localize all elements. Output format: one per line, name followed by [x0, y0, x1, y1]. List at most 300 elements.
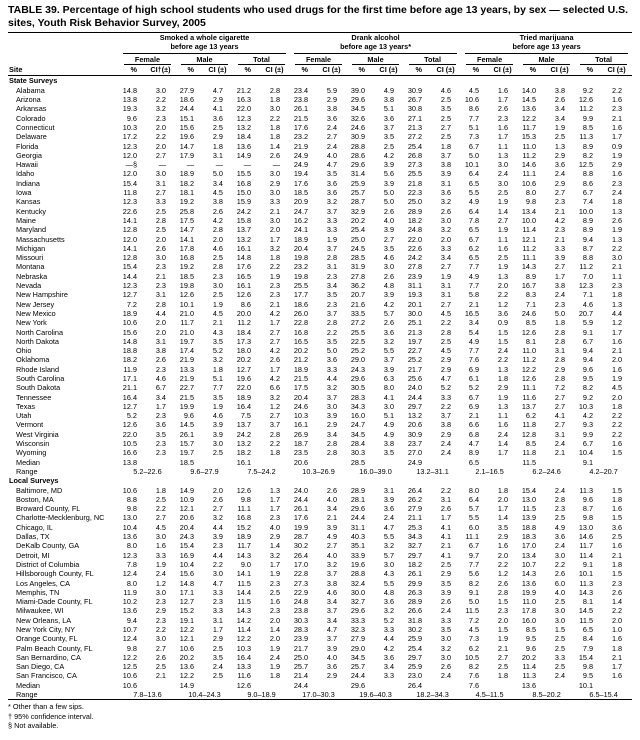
range-cell: 5.2–22.6 [133, 466, 162, 476]
ci-cell: 2.7 [155, 513, 166, 523]
ci-cell: 2.3 [155, 439, 166, 449]
value-cell: 11.4 [522, 225, 537, 235]
value-cell: 12.3 [122, 141, 137, 151]
ci-cell: 2.6 [497, 104, 509, 114]
site-cell: Wisconsin [16, 439, 50, 449]
site-cell: Oklahoma [16, 355, 50, 365]
site-cell: North Dakota [16, 336, 59, 346]
ci-header: CI (±) [373, 65, 404, 76]
ci-cell: 1.8 [554, 318, 566, 328]
ci-cell: 5.5 [383, 578, 395, 588]
table-row [8, 355, 632, 364]
section-row [8, 476, 632, 485]
value-cell: 12.6 [236, 485, 251, 495]
value-cell: 13.6 [521, 104, 537, 114]
value-cell: 11.1 [522, 383, 537, 393]
value-cell: 5.0 [468, 150, 480, 160]
site-cell: Massachusetts [16, 234, 65, 244]
ci-cell: 1.5 [611, 485, 623, 495]
value-cell: 25.7 [293, 662, 309, 672]
median-cell: 6.5 [468, 457, 480, 467]
ci-cell: 3.8 [155, 346, 166, 356]
value-cell: 18.8 [521, 522, 537, 532]
value-cell: 5.9 [582, 318, 594, 328]
value-cell: 23.5 [293, 448, 309, 458]
percent-header: % [290, 65, 316, 76]
ci-cell: 1.6 [497, 420, 509, 430]
ci-cell: 2.9 [440, 429, 452, 439]
value-cell: 21.6 [350, 299, 366, 309]
value-cell: 22.7 [179, 383, 194, 393]
ci-cell: 3.9 [383, 225, 395, 235]
ci-cell: 3.0 [383, 262, 395, 272]
ci-cell: 3.6 [440, 188, 452, 198]
value-cell: 25.7 [350, 662, 366, 672]
value-cell: 27.8 [350, 271, 366, 281]
value-cell: 29.6 [350, 606, 366, 616]
ci-cell: 1.3 [611, 299, 623, 309]
ci-cell: 3.2 [326, 197, 338, 207]
range-cell: 4.2–20.7 [589, 466, 618, 476]
ci-cell: 2.7 [155, 150, 166, 160]
ci-cell: 4.2 [383, 643, 395, 653]
ci-cell: 1.3 [497, 364, 509, 374]
range-cell: 10.4–24.3 [176, 690, 233, 700]
value-cell: 12.2 [521, 113, 537, 123]
site-cell: Kansas [16, 197, 41, 207]
ci-cell: 6.3 [383, 373, 395, 383]
value-cell: 21.3 [407, 327, 423, 337]
value-cell: 8.8 [582, 169, 594, 179]
value-cell: 15.4 [122, 178, 137, 188]
ci-cell: 2.0 [497, 615, 509, 625]
value-cell: 6.9 [468, 364, 480, 374]
value-cell: 25.9 [407, 662, 423, 672]
ci-cell: 3.4 [383, 662, 395, 672]
ci-cell: 3.3 [326, 215, 338, 225]
value-cell: 24.2 [236, 429, 251, 439]
value-cell: 6.5 [468, 225, 480, 235]
value-cell: 34.5 [350, 429, 366, 439]
ci-cell: 2.7 [440, 262, 452, 272]
table-row [8, 430, 632, 439]
value-cell: 5.4 [468, 327, 480, 337]
ci-cell: 2.2 [269, 262, 281, 272]
site-cell: Median [16, 680, 40, 690]
ci-cell: 2.7 [155, 188, 166, 198]
ci-cell: 3.9 [383, 290, 395, 300]
percent-header: % [518, 65, 544, 76]
value-cell: 18.2 [407, 215, 423, 225]
value-cell: 21.0 [179, 308, 194, 318]
value-cell: 5.1 [468, 122, 480, 132]
value-cell: 13.0 [521, 494, 537, 504]
ci-cell: 1.9 [497, 225, 509, 235]
value-cell: 23.8 [293, 606, 309, 616]
table-row [8, 504, 632, 513]
ci-cell: 2.7 [383, 234, 395, 244]
ci-cell: 2.5 [212, 448, 223, 458]
ci-cell: 3.7 [326, 206, 338, 216]
value-cell: 13.3 [236, 662, 251, 672]
ci-cell: 5.0 [212, 169, 223, 179]
footnote: † 95% confidence interval. [8, 711, 94, 721]
table-row [8, 337, 632, 346]
ci-cell: 3.7 [440, 150, 452, 160]
ci-cell: 2.6 [611, 215, 623, 225]
value-cell: 19.7 [179, 336, 194, 346]
ci-cell: 4.3 [383, 569, 395, 579]
ci-cell: 2.4 [383, 513, 395, 523]
value-cell: 14.1 [179, 234, 194, 244]
site-cell: West Virginia [16, 429, 59, 439]
ci-cell: 2.7 [155, 643, 166, 653]
ci-cell: 2.3 [269, 290, 281, 300]
value-cell: 4.9 [468, 336, 480, 346]
ci-cell: 1.8 [611, 559, 623, 569]
ci-cell: 2.1 [269, 206, 281, 216]
ci-cell: 3.0 [155, 587, 166, 597]
ci-cell: 5.7 [383, 550, 395, 560]
value-cell: 12.0 [122, 234, 137, 244]
value-cell: 33.5 [350, 308, 366, 318]
ci-cell: 1.7 [440, 513, 452, 523]
value-cell: 30.2 [293, 541, 309, 551]
percent-header: % [404, 65, 430, 76]
value-cell: 11.7 [579, 541, 594, 551]
ci-cell: 2.9 [440, 355, 452, 365]
sex-header: Total [575, 54, 632, 65]
ci-cell: 2.4 [440, 448, 452, 458]
value-cell: 15.6 [179, 569, 194, 579]
value-cell: 8.8 [126, 494, 137, 504]
ci-cell: 4.7 [212, 85, 223, 95]
table-row [8, 272, 632, 281]
value-cell: 13.7 [236, 225, 251, 235]
value-cell: 21.7 [407, 364, 423, 374]
ci-cell: 1.2 [497, 299, 509, 309]
ci-cell: 2.7 [440, 122, 452, 132]
ci-cell: 1.7 [269, 318, 281, 328]
site-cell: North Carolina [16, 327, 64, 337]
value-cell: 9.6 [582, 494, 594, 504]
value-cell: 24.1 [293, 225, 309, 235]
value-cell: 17.5 [179, 215, 194, 225]
value-cell: 17.0 [293, 559, 309, 569]
median-cell: 9.1 [582, 457, 594, 467]
value-cell: 9.7 [468, 550, 480, 560]
value-cell: 5.0 [468, 597, 480, 607]
ci-cell: 2.8 [554, 355, 566, 365]
value-cell: 32.9 [350, 206, 366, 216]
ci-cell: 1.6 [611, 439, 623, 449]
value-cell: 28.8 [350, 569, 366, 579]
ci-cell: 2.1 [155, 671, 166, 681]
table-row [8, 495, 632, 504]
ci-cell: 1.5 [611, 513, 623, 523]
range-cell: 8.5–20.2 [518, 690, 575, 700]
ci-cell: 2.3 [155, 281, 166, 291]
ci-cell: 1.9 [440, 271, 452, 281]
ci-cell: 2.4 [440, 606, 452, 616]
value-cell: 15.4 [521, 485, 537, 495]
ci-cell: 4.9 [383, 420, 395, 430]
ci-cell: 3.4 [326, 281, 338, 291]
value-cell: 11.1 [237, 504, 251, 514]
value-cell: 8.1 [525, 336, 537, 346]
ci-cell: 3.8 [554, 85, 566, 95]
ci-cell: 3.0 [155, 169, 166, 179]
value-cell: 21.4 [293, 671, 309, 681]
ci-cell: 3.0 [383, 401, 395, 411]
value-cell: 17.1 [122, 373, 137, 383]
value-cell: 18.2 [179, 178, 194, 188]
median-cell: 13.8 [122, 457, 137, 467]
ci-cell: 2.0 [155, 318, 166, 328]
value-cell: 14.4 [236, 587, 251, 597]
value-cell: 10.3 [293, 411, 309, 421]
ci-cell: 5.0 [383, 197, 395, 207]
value-cell: 6.9 [468, 401, 480, 411]
value-cell: 26.8 [407, 150, 423, 160]
value-cell: 21.2 [236, 85, 251, 95]
ci-cell: 1.9 [497, 262, 509, 272]
ci-cell: 3.6 [497, 308, 509, 318]
value-cell: 28.7 [350, 197, 366, 207]
value-cell: 33.9 [350, 550, 366, 560]
median-cell: 29.6 [350, 680, 366, 690]
median-cell: 20.6 [293, 457, 309, 467]
median-row [8, 681, 632, 690]
ci-cell: 2.3 [155, 597, 166, 607]
value-cell: 32.4 [350, 578, 366, 588]
value-cell: 17.7 [293, 290, 309, 300]
value-cell: 23.0 [407, 671, 423, 681]
value-cell: 10.0 [521, 215, 537, 225]
ci-cell: 1.5 [497, 327, 509, 337]
value-cell: 8.7 [582, 243, 594, 253]
value-cell: 20.1 [407, 299, 423, 309]
value-cell: 13.0 [122, 513, 137, 523]
ci-cell: 3.8 [326, 578, 338, 588]
ci-header: CI (±) [544, 65, 575, 76]
ci-cell: 2.0 [155, 122, 166, 132]
ci-cell: 2.2 [611, 606, 623, 616]
ci-cell: 3.3 [212, 587, 223, 597]
ci-cell: 3.0 [497, 178, 509, 188]
site-cell: Florida [16, 141, 39, 151]
value-cell: 4.5 [468, 85, 480, 95]
range-cell: 7.5–24.2 [247, 466, 276, 476]
ci-cell: 3.4 [554, 113, 566, 123]
ci-cell: 1.8 [497, 373, 509, 383]
value-cell: 13.6 [122, 532, 137, 542]
ci-cell: 4.2 [383, 299, 395, 309]
value-cell: 8.7 [582, 504, 594, 514]
value-cell: 28.7 [293, 532, 309, 542]
value-cell: 16.3 [236, 95, 251, 105]
value-cell: 11.3 [522, 671, 537, 681]
table-row [8, 318, 632, 327]
value-cell: 12.0 [122, 169, 137, 179]
ci-cell: 2.1 [611, 113, 623, 123]
ci-cell: 7.2 [554, 383, 566, 393]
value-cell: 16.4 [122, 392, 137, 402]
ci-cell: 1.1 [497, 234, 509, 244]
ci-cell [487, 681, 518, 690]
ci-cell: 3.3 [440, 615, 452, 625]
ci-cell: 1.2 [269, 401, 281, 411]
value-cell: 17.5 [293, 383, 309, 393]
value-cell: 15.4 [179, 541, 194, 551]
value-cell: 30.9 [350, 132, 366, 142]
value-cell: 18.1 [179, 188, 194, 198]
value-cell: 8.0 [468, 485, 480, 495]
ci-cell: 1.2 [611, 318, 623, 328]
ci-cell: 2.8 [326, 253, 338, 263]
value-cell: 18.9 [293, 364, 309, 374]
ci-cell: 2.2 [440, 485, 452, 495]
site-cell: Rhode Island [16, 364, 60, 374]
ci-cell: 2.5 [440, 559, 452, 569]
ci-cell: 3.7 [383, 355, 395, 365]
ci-cell: 2.0 [155, 327, 166, 337]
value-cell: 11.5 [522, 504, 537, 514]
ci-cell: 4.9 [326, 532, 338, 542]
site-cell: Orange County, FL [16, 634, 78, 644]
value-cell: 11.1 [522, 169, 537, 179]
ci-cell: 2.0 [440, 234, 452, 244]
value-cell: 10.3 [578, 401, 594, 411]
ci-cell [487, 458, 518, 467]
value-cell: 16.0 [521, 615, 537, 625]
ci-cell: 3.9 [383, 160, 395, 170]
value-cell: 22.5 [350, 336, 366, 346]
value-cell: 6.7 [582, 439, 594, 449]
ci-cell: 2.1 [611, 652, 623, 662]
ci-cell: 1.7 [269, 364, 281, 374]
range-row [8, 690, 632, 700]
sex-header: Male [347, 54, 404, 65]
range-cell: 16.0–39.0 [359, 466, 392, 476]
ci-cell: 3.8 [326, 104, 338, 114]
ci-cell: 1.4 [269, 141, 281, 151]
ci-cell: 3.6 [383, 113, 395, 123]
site-cell: Median [16, 457, 40, 467]
ci-cell: 3.5 [440, 104, 452, 114]
ci-cell: 2.4 [554, 485, 566, 495]
value-cell: 19.9 [179, 401, 194, 411]
value-cell: 16.8 [293, 327, 309, 337]
ci-cell: 1.6 [497, 243, 509, 253]
value-cell: 17.8 [521, 606, 537, 616]
value-cell: 40.3 [350, 532, 366, 542]
value-cell: 11.2 [237, 318, 251, 328]
table-row [8, 644, 632, 653]
ci-cell: 2.3 [269, 578, 281, 588]
value-cell: 16.1 [293, 420, 309, 430]
table-row [8, 616, 632, 625]
ci-cell: 3.3 [269, 197, 281, 207]
ci-cell: 2.3 [269, 281, 281, 291]
ci-cell: 2.8 [269, 85, 281, 95]
value-cell: 25.9 [407, 634, 423, 644]
value-cell: 19.1 [179, 615, 194, 625]
ci-cell: 2.5 [155, 206, 166, 216]
percent-header: % [461, 65, 487, 76]
value-cell: 8.5 [525, 625, 537, 634]
value-cell: 10.4 [122, 522, 137, 532]
site-cell: Los Angeles, CA [16, 578, 70, 588]
ci-cell: 1.5 [611, 569, 623, 579]
ci-cell: 3.9 [440, 587, 452, 597]
ci-cell: 3.9 [326, 411, 338, 421]
sex-header: Male [518, 54, 575, 65]
ci-cell: 2.3 [611, 281, 623, 291]
value-cell: 14.3 [578, 587, 594, 597]
percent-header: % [233, 65, 259, 76]
value-cell: 8.9 [582, 225, 594, 235]
range-cell: 17.0–30.3 [290, 690, 347, 700]
site-cell: Charlotte-Mecklenburg, NC [16, 513, 105, 523]
ci-cell: 2.8 [440, 327, 452, 337]
value-cell: 6.6 [468, 420, 480, 430]
section-label: State Surveys [9, 76, 58, 86]
value-cell: 27.2 [350, 318, 366, 328]
ci-cell: 2.6 [155, 355, 166, 365]
value-cell: 14.3 [521, 569, 537, 579]
ci-cell: 2.6 [212, 494, 223, 504]
ci-cell: 2.7 [326, 132, 338, 142]
value-cell: 9.6 [525, 643, 537, 653]
value-cell: 26.4 [293, 550, 309, 560]
value-cell: 13.9 [521, 513, 537, 523]
ci-cell: 3.4 [326, 429, 338, 439]
value-cell: 10.6 [179, 643, 194, 653]
site-cell: Chicago, IL [16, 522, 53, 532]
table-body [8, 76, 632, 700]
ci-cell: 5.6 [383, 169, 395, 179]
value-cell: 11.4 [522, 662, 537, 672]
ci-cell: 2.8 [155, 299, 166, 309]
value-cell: 7.5 [240, 411, 251, 421]
ci-cell [544, 458, 575, 467]
ci-cell: 1.7 [269, 234, 281, 244]
value-cell: 21.1 [122, 383, 137, 393]
ci-cell: 1.5 [611, 448, 623, 458]
value-cell: 7.8 [126, 559, 137, 569]
ci-cell: 3.2 [383, 606, 395, 616]
ci-cell: 2.0 [611, 615, 623, 625]
ci-cell: 2.3 [554, 504, 566, 514]
value-cell: 10.1 [464, 160, 480, 170]
data-table [8, 32, 632, 700]
value-cell: 11.5 [579, 615, 594, 625]
table-row [8, 300, 632, 309]
value-cell: 9.2 [582, 392, 594, 402]
ci-cell: 2.5 [212, 253, 223, 263]
ci-cell: 4.6 [326, 587, 338, 597]
ci-cell: 3.7 [440, 411, 452, 421]
ci-cell: 1.8 [269, 448, 281, 458]
ci-cell: 1.7 [269, 494, 281, 504]
value-cell: 14.2 [236, 615, 251, 625]
ci-cell: 2.5 [212, 643, 223, 653]
ci-cell: 2.2 [269, 113, 281, 123]
site-cell: DeKalb County, GA [16, 541, 80, 551]
ci-cell: 2.7 [554, 420, 566, 430]
range-cell: 9.0–18.9 [233, 690, 290, 700]
